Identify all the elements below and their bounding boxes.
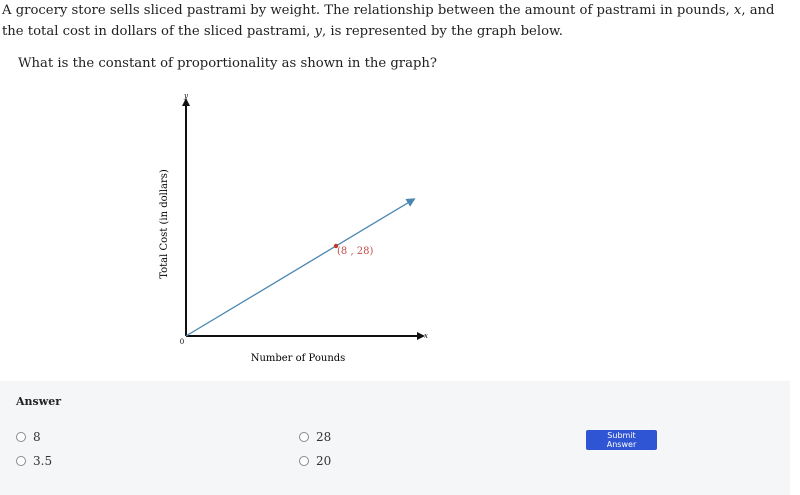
proportional-line — [186, 199, 414, 336]
radio-button[interactable] — [16, 432, 26, 442]
answer-panel — [0, 381, 790, 495]
answer-title: Answer — [16, 395, 61, 408]
answer-option-3[interactable] — [16, 454, 52, 468]
plot-area — [186, 199, 414, 336]
option-label: 20 — [316, 454, 332, 468]
y-axis-variable: y — [184, 92, 188, 100]
option-label: 3.5 — [33, 454, 53, 468]
radio-button[interactable] — [299, 432, 309, 442]
question-text: What is the constant of proportionality as shown in the graph? — [18, 56, 437, 71]
origin-label: 0 — [179, 338, 185, 346]
option-label: 28 — [316, 430, 332, 444]
variable-y: y — [314, 24, 322, 39]
radio-button[interactable] — [299, 456, 309, 466]
problem-text-3: , is represented by the graph below. — [321, 24, 563, 39]
problem-text-2: , and the total cost in dollars of the sliced pastrami, — [2, 3, 775, 39]
variable-x: x — [733, 3, 742, 18]
answer-option-1[interactable] — [16, 430, 41, 444]
answer-option-4[interactable] — [299, 454, 331, 468]
submit-answer-button[interactable]: Submit Answer — [586, 430, 657, 450]
radio-button[interactable] — [16, 456, 26, 466]
problem-text-1: A grocery store sells sliced pastrami by weight. The relationship between the amount of pastrami in pounds, — [2, 3, 734, 18]
point-label: (8 , 28) — [337, 246, 374, 257]
x-axis-variable: x — [424, 332, 428, 340]
answer-option-2[interactable] — [299, 430, 331, 444]
x-axis-label: Number of Pounds — [250, 353, 346, 364]
y-axis-label: Total Cost (in dollars) — [159, 169, 170, 279]
option-label: 8 — [33, 430, 41, 444]
